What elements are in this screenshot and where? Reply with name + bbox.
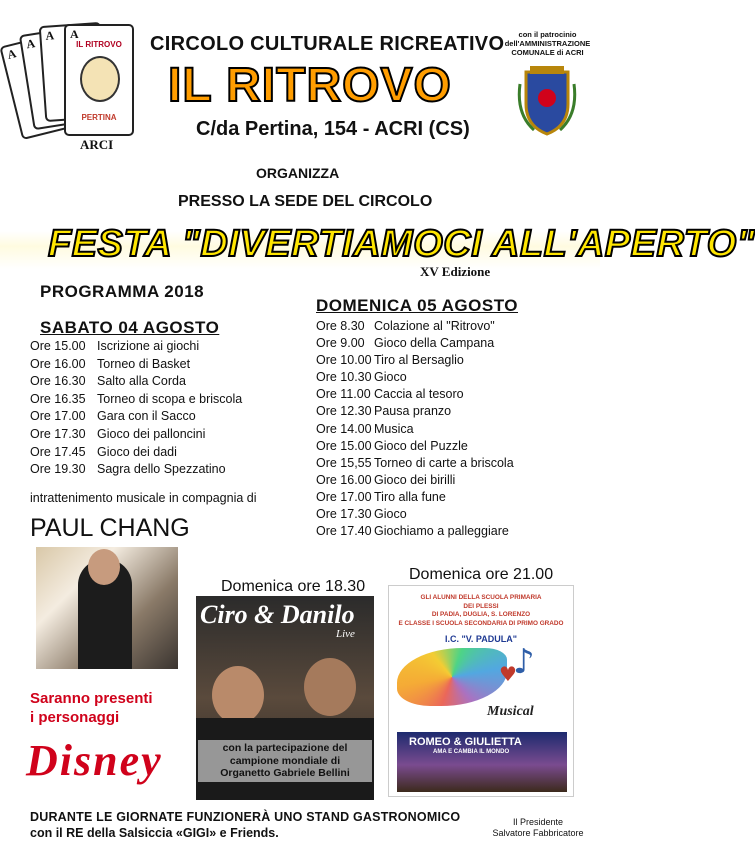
schedule-event: Gioco dei palloncini <box>97 426 206 441</box>
schedule-time: Ore 9.00 <box>316 336 365 351</box>
intrattenimento-text: intrattenimento musicale in compagnia di <box>30 491 257 505</box>
schedule-time: Ore 17.30 <box>316 507 372 522</box>
organizza-label: ORGANIZZA <box>256 165 340 181</box>
musical-poster <box>388 585 574 797</box>
ciro-caption-line1: con la partecipazione del <box>222 742 348 754</box>
ciro-caption-line2: campione mondiale di <box>229 754 341 767</box>
club-logo-cards <box>5 20 135 155</box>
schedule-event: Torneo di carte a briscola <box>374 455 514 470</box>
schedule-time: Ore 15.00 <box>316 438 372 453</box>
rainbow-ribbon-icon <box>397 648 507 706</box>
schedule-time: Ore 19.30 <box>30 462 86 477</box>
schedule-row <box>30 391 242 409</box>
schedule-event: Pausa pranzo <box>374 404 452 419</box>
performer-face-2 <box>304 658 356 716</box>
schedule-time: Ore 16.00 <box>316 472 372 487</box>
footer-stand: DURANTE LE GIORNATE FUNZIONERÀ UNO STAND GASTRONOMICO <box>30 810 461 824</box>
schedule-time: Ore 10.30 <box>316 370 372 385</box>
schedule-row <box>30 444 242 462</box>
schedule-row <box>30 373 242 391</box>
sunday-title: DOMENICA 05 AGOSTO <box>316 296 519 315</box>
main-title: IL RITROVO <box>168 59 452 112</box>
disney-intro <box>30 689 153 727</box>
school-text <box>393 594 569 628</box>
romeo-subtitle: AMA E CAMBIA IL MONDO <box>433 749 510 755</box>
schedule-row <box>316 438 514 455</box>
schedule-time: Ore 17.30 <box>30 426 86 441</box>
schedule-row <box>316 318 514 335</box>
schedule-time: Ore 16.00 <box>30 356 86 371</box>
schedule-event: Gioco della Campana <box>374 336 495 351</box>
ciro-caption <box>198 740 372 782</box>
ciro-danilo-photo <box>196 596 374 800</box>
romeo-giulietta-photo <box>397 732 567 792</box>
ciro-title: Ciro & Danilo <box>200 600 355 629</box>
schedule-time: Ore 8.30 <box>316 319 365 333</box>
mascot-face-icon <box>80 56 120 102</box>
school-line1: GLI ALUNNI DELLA SCUOLA PRIMARIA <box>420 594 542 601</box>
schedule-row <box>316 455 514 472</box>
schedule-event: Tiro alla fune <box>374 489 446 504</box>
romeo-title: ROMEO & GIULIETTA <box>409 736 522 748</box>
footer-salsiccia: con il RE della Salsiccia «GIGI» e Friends. <box>30 826 279 840</box>
schedule-time: Ore 10.00 <box>316 353 372 368</box>
edizione-label: XV Edizione <box>420 264 491 279</box>
schedule-event: Gioco dei birilli <box>374 472 456 487</box>
schedule-event: Gioco dei dadi <box>97 444 177 459</box>
address: C/da Pertina, 154 - ACRI (CS) <box>196 118 470 140</box>
schedule-row <box>30 338 242 356</box>
schedule-row <box>316 369 514 386</box>
schedule-row <box>316 352 514 369</box>
presidente-title: Il Presidente <box>512 817 564 827</box>
schedule-event: Musica <box>374 421 414 436</box>
acri-crest-icon <box>516 64 578 136</box>
school-line2: DEI PLESSI <box>463 602 499 610</box>
schedule-event: Sagra dello Spezzatino <box>97 462 226 477</box>
schedule-row <box>316 506 514 523</box>
schedule-event: Giochiamo a palleggiare <box>374 524 509 539</box>
artist-head <box>88 549 120 585</box>
patrocinio-text: con il patrocinio dell'AMMINISTRAZIONE COMUNALE di ACRI <box>504 30 591 57</box>
schedule-time: Ore 16.30 <box>30 374 86 389</box>
presso-label: PRESSO LA SEDE DEL CIRCOLO <box>178 193 433 210</box>
schedule-row <box>316 386 514 403</box>
saturday-title: SABATO 04 AGOSTO <box>40 318 220 337</box>
schedule-row <box>316 403 514 420</box>
schedule-event: Gioco <box>374 507 407 522</box>
arci-label: ARCI <box>80 137 114 152</box>
music-note-icon: ♪ <box>513 642 535 682</box>
card-ace-1: A <box>0 32 83 140</box>
schedule-event: Iscrizione ai giochi <box>97 339 200 353</box>
card-ace-2: A <box>19 26 95 131</box>
musical-time: Domenica ore 21.00 <box>409 566 554 583</box>
saturday-schedule <box>30 338 242 479</box>
schedule-time: Ore 17.00 <box>316 489 372 504</box>
schedule-time: Ore 15.00 <box>30 339 86 353</box>
ciro-caption-line3: Organetto Gabriele Bellini <box>220 767 350 779</box>
schedule-row <box>30 408 242 426</box>
schedule-time: Ore 16.35 <box>30 391 86 406</box>
card-pertina: PERTINA <box>81 113 117 122</box>
presidente-signature <box>488 817 588 839</box>
schedule-row <box>316 523 514 540</box>
card-ace-3: A <box>39 22 108 122</box>
ciro-live: Live <box>336 628 355 640</box>
schedule-time: Ore 17.00 <box>30 409 86 424</box>
circolo-title: CIRCOLO CULTURALE RICREATIVO <box>150 33 505 55</box>
schedule-event: Gioco del Puzzle <box>374 438 468 453</box>
schedule-time: Ore 17.40 <box>316 524 372 539</box>
schedule-time: Ore 17.45 <box>30 444 86 459</box>
presidente-name: Salvatore Fabbricatore <box>492 828 584 838</box>
card-name: IL RITROVO <box>76 40 122 49</box>
ciro-time: Domenica ore 18.30 <box>221 578 366 595</box>
disney-intro-line2: i personaggi <box>30 709 120 726</box>
schedule-row <box>316 489 514 506</box>
school-line3: DI PADIA, DUGLIA, S. LORENZO <box>431 611 531 618</box>
schedule-row <box>30 356 242 374</box>
school-name: I.C. "V. PADULA" <box>444 634 518 644</box>
sunday-schedule <box>316 318 514 540</box>
musical-label: Musical <box>487 704 534 719</box>
festa-title: FESTA "DIVERTIAMOCI ALL'APERTO" <box>48 223 755 265</box>
performer-face-1 <box>212 666 264 724</box>
heart-icon: ♥ <box>499 662 517 686</box>
disney-intro-line1: Saranno presenti <box>30 690 153 707</box>
schedule-event: Torneo di Basket <box>97 356 191 371</box>
artist-name: PAUL CHANG <box>30 514 190 542</box>
card-ritrovo: A IL RITROVO PERTINA <box>64 24 134 136</box>
programma-title: PROGRAMMA 2018 <box>40 282 205 301</box>
school-line4: E CLASSE I SCUOLA SECONDARIA DI PRIMO GRADO <box>398 619 564 627</box>
schedule-row <box>316 421 514 438</box>
schedule-time: Ore 11.00 <box>316 387 371 402</box>
schedule-event: Caccia al tesoro <box>374 387 464 402</box>
schedule-row <box>316 472 514 489</box>
schedule-time: Ore 12.30 <box>316 404 372 419</box>
schedule-event: Tiro al Bersaglio <box>374 353 464 368</box>
schedule-row <box>30 461 242 479</box>
schedule-event: Gara con il Sacco <box>97 409 196 424</box>
schedule-event: Gioco <box>374 370 407 385</box>
schedule-time: Ore 14.00 <box>316 421 372 436</box>
schedule-event: Salto alla Corda <box>97 374 186 389</box>
disney-logo: Disney <box>26 736 163 785</box>
artist-photo <box>36 547 178 669</box>
schedule-event: Colazione al "Ritrovo" <box>374 319 495 333</box>
schedule-event: Torneo di scopa e briscola <box>97 391 243 406</box>
schedule-row <box>30 426 242 444</box>
schedule-row <box>316 335 514 352</box>
schedule-time: Ore 15,55 <box>316 455 372 470</box>
